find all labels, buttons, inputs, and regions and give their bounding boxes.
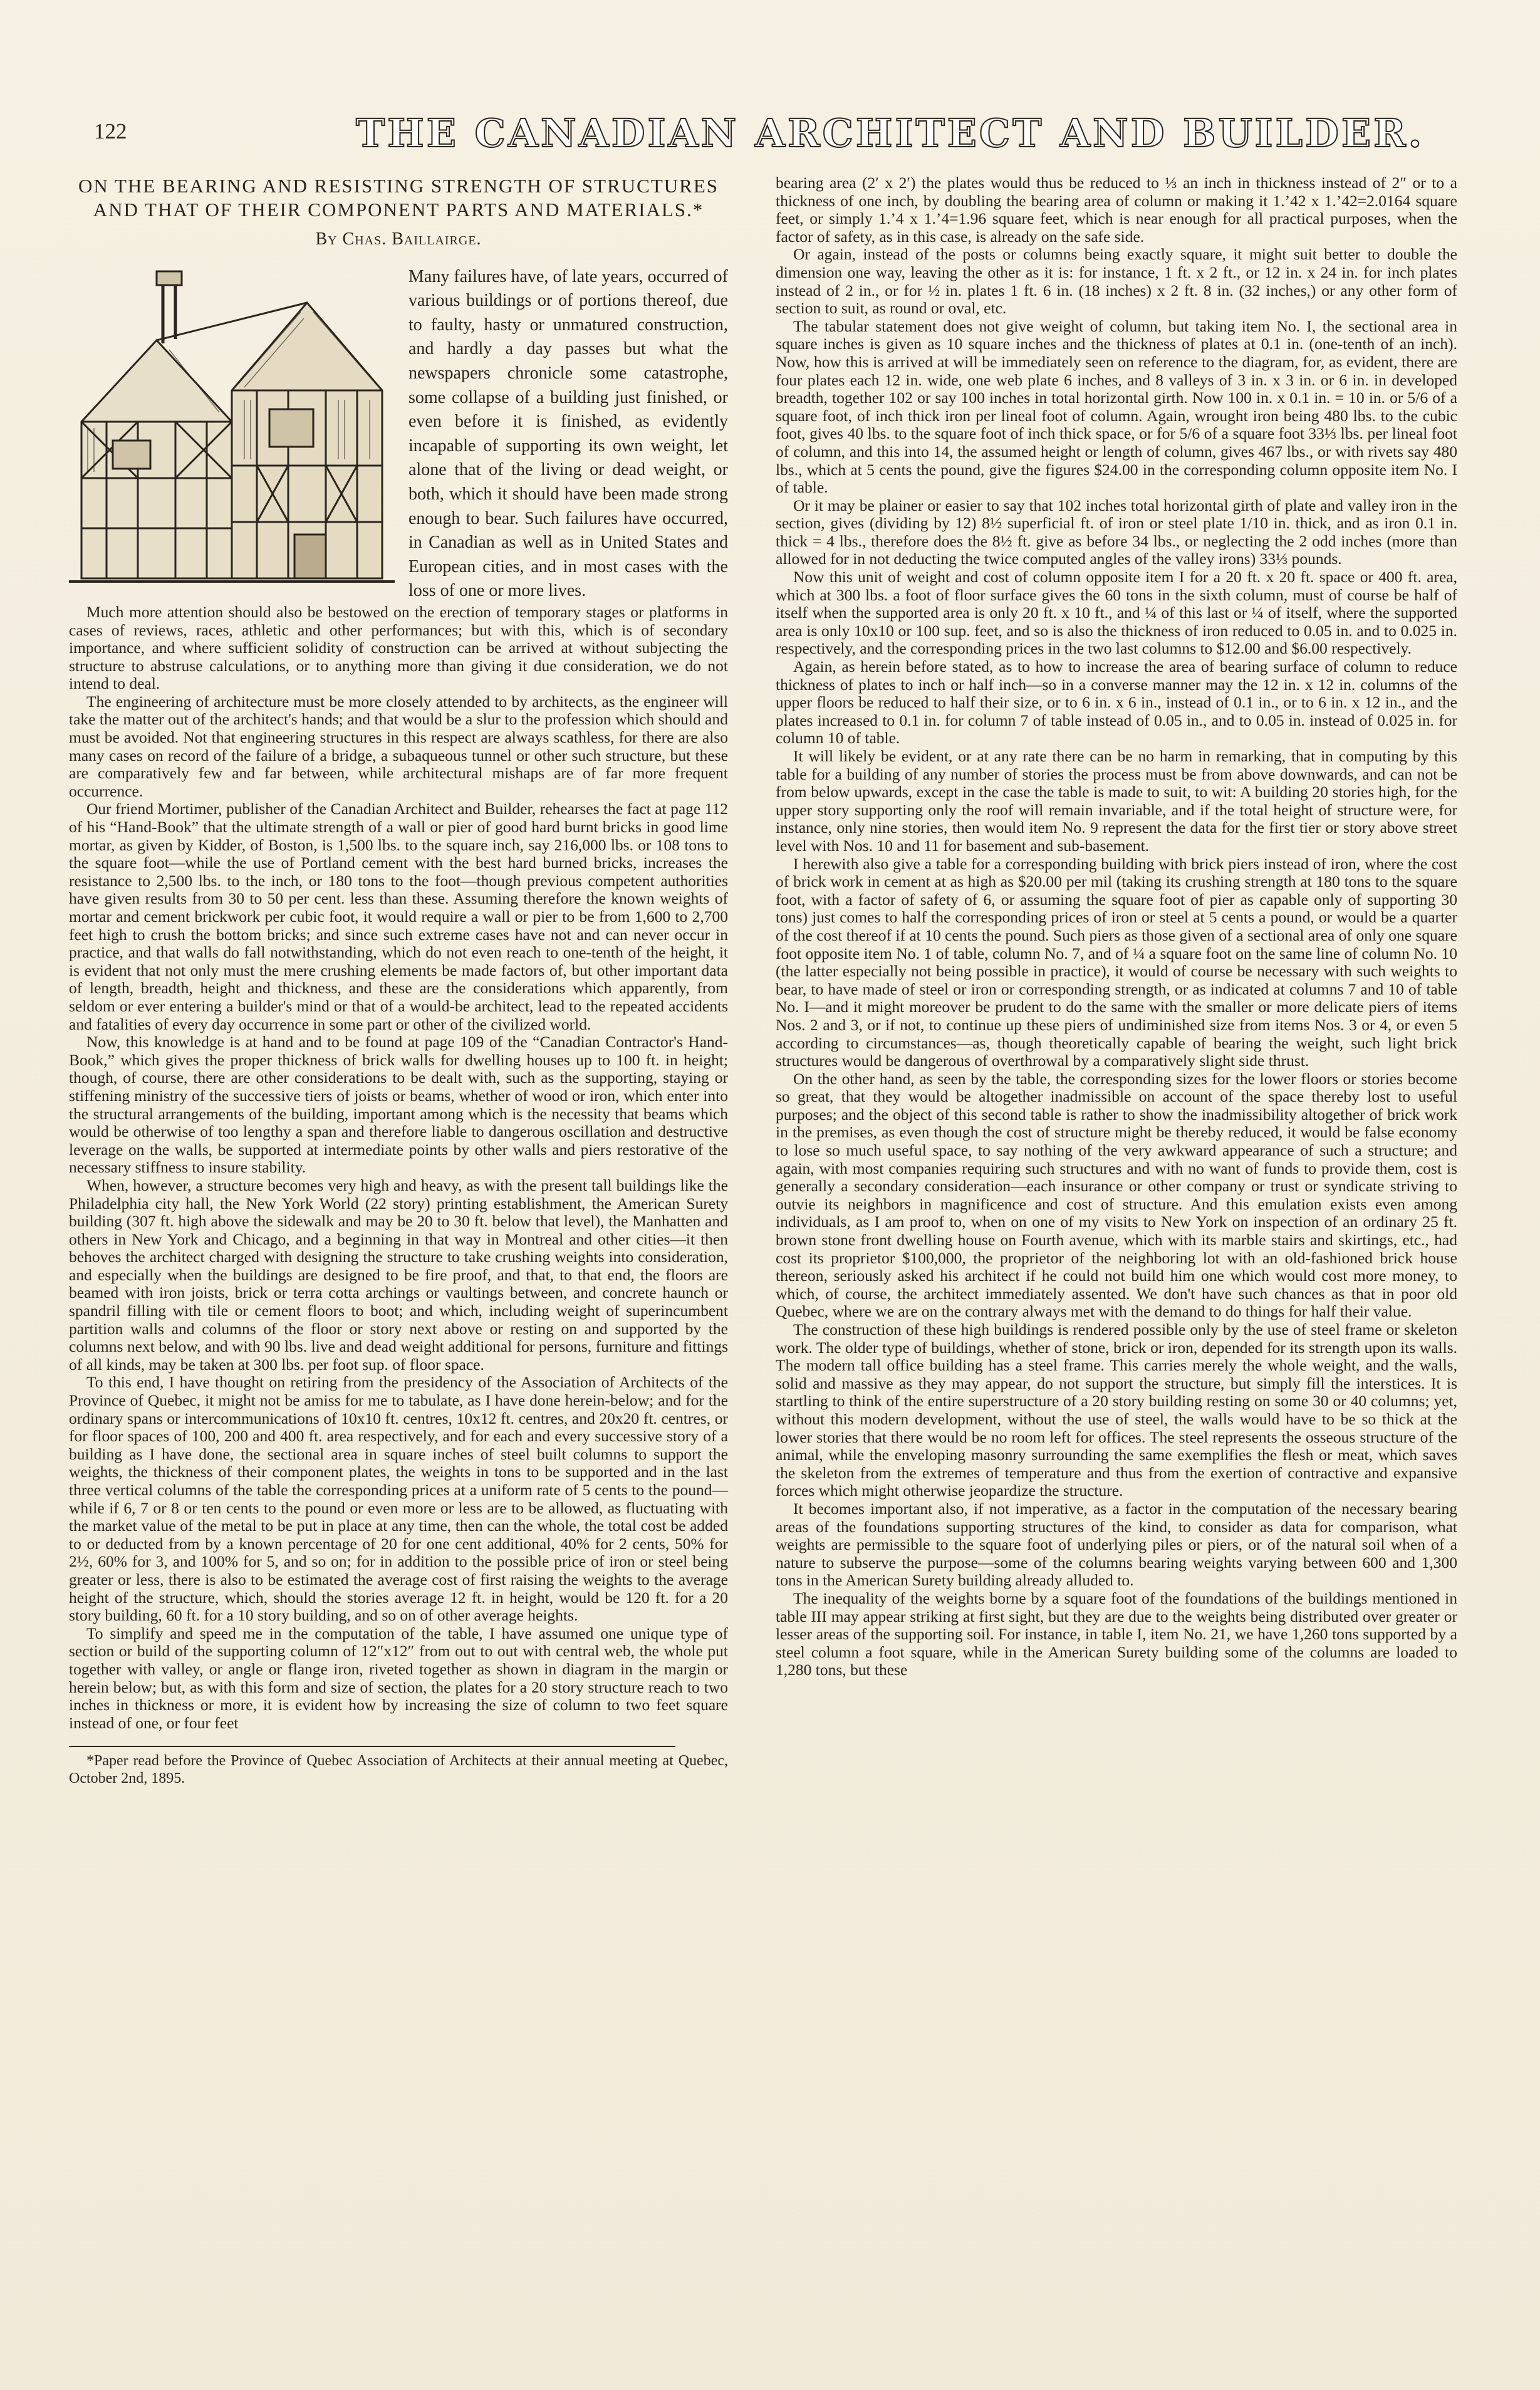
article-paragraph: When, however, a structure becomes very high and heavy, as with the present tall buildings like the Philadelphia city hall, the New York World (22 story) printing establishment, the American Surety building (307 ft. high above the sidewalk and may be 20 to 30 ft. below that level), the Manhatten and others in New York and Chicago, and a beginning in that way in Montreal and other cities—it then behoves the architect charged with designing the structure to take crushing weights into consideration, and especially when the buildings are designed to be fire proof, and that, to that end, the floors are beamed with iron joists, brick or terra cotta archings or vaultings between, and concrete haunch or spandril filling with tile or cement floors to boot; and which, including weight of superincumbent partition walls and columns of the floor or story next above or resting on and supported by the columns next below, and with 90 lbs. live and dead weight additional for persons, furniture and fittings of all kinds, may be taken at 300 lbs. per foot sup. of floor space. (69, 1176, 728, 1374)
article-paragraph: To simplify and speed me in the computation of the table, I have assumed one unique type of section or build of the supporting column of 12″x12″ from out to out with central web, the whole put together with valley, or angle or flange iron, riveted together as shown in diagram in the margin or herein below; but, as with this form and size of section, the plates for a 20 story structure reach to two inches in thickness or more, it is evident how by increasing the size of column to two feet square instead of one, or four feet (69, 1624, 728, 1732)
page-header (94, 110, 1472, 160)
article-paragraph: The construction of these high buildings is rendered possible only by the use of steel frame or skeleton work. The older type of buildings, whether of stone, brick or iron, depended for its strength upon its walls. The modern tall office building has a steel frame. This carries merely the whole weight, and the walls, solid and massive as they may appear, do not support the structure, but simply fill the interstices. It is startling to think of the entire superstructure of a 20 story building resting on some 30 or 40 columns; yet, without this modern development, without the use of steel, the walls would have to be so thick at the lower stories that there would be no room left for offices. The steel represents the osseous structure of the animal, while the enveloping masonry surrounding the same exemplifies the flesh or meat, which saves the skeleton from the extremes of temperature and thus from the exertion of contractive and expansive forces which might otherwise jeopardize the structure. (776, 1320, 1457, 1500)
page-number: 122 (94, 119, 127, 144)
article-paragraph: Or it may be plainer or easier to say that 102 inches total horizontal girth of plate and valley iron in the section, gives (dividing by 12) 8½ superficial ft. of iron or steel plate 1/10 in. thick, and as iron 0.1 in. thick = 4 lbs., therefore does the 8½ ft. give as before 34 lbs., or neglecting the 2 odd inches (more than allowed for in not deducting the twice computed angles of the valley irons) 33⅓ pounds. (776, 496, 1457, 568)
article-paragraph: The engineering of architecture must be more closely attended to by architects, as the engineer will take the matter out of the architect's hands; and that would be a slur to the profession which should and must be avoided. Not that engineering structures in this respect are always scathless, for there are also many cases on record of the failure of a bridge, a subaqueous tunnel or other such structure, but these are comparatively few and far between, while architectural mishaps are of far more frequent occurrence. (69, 692, 728, 800)
article-paragraph: Many failures have, of late years, occurred of various buildings or of portions thereof, due to faulty, hasty or unmatured construction, and hardly a day passes but what the newspapers chronicle some catastrophe, some collapse of a building just finished, or even before it is finished, as evidently incapable of supporting its own weight, let alone that of the living or dead weight, or both, which it should have been made strong enough to bear. Such failures have occurred, in Canadian as well as in United States and European cities, and in most cases with the loss of one or more lives. (408, 266, 728, 601)
article-paragraph: The tabular statement does not give weight of column, but taking item No. I, the sectional area in square inches is given as 10 square inches and the thickness of plates at 0.1 in. (one-tenth of an inch). Now, how this is arrived at will be immediately seen on reference to the diagram, for, as evident, there are four plates each 12 in. wide, one web plate 6 inches, and 8 valleys of 3 in. x 3 in. or 6 in. in developed breadth, together 102 or say 100 inches in total horizontal girth. Now 100 in. x 0.1 in. = 10 in. or 5/6 of a square foot, of inch thick iron per lineal foot of column. Again, wrought iron being 480 lbs. to the cubic foot, gives 40 lbs. to the square foot of inch thick space, or for 5/6 of a square foot 33⅓ lbs. per lineal foot of column, and this into 14, the assumed height or length of column, gives 467 lbs., or with rivets say 480 lbs., which at 5 cents the pound, give the figures $24.00 in the corresponding column opposite item No. I of table. (776, 316, 1457, 497)
article-paragraph: Now, this knowledge is at hand and to be found at page 109 of the “Canadian Contractor's Hand-Book,” which gives the proper thickness of brick walls for dwelling houses up to 100 ft. in height; though, of course, there are other considerations to be dealt with, such as the supporting, staying or stiffening ministry of the successive tiers of joists or beams, whether of wood or iron, which enter into the structural arrangements of the building, important among which is the necessity that beams which would be otherwise of too lengthy a span and therefore liable to dangerous oscillation and destructive leverage on the walls, be supported at intermediate points by other walls and piers restorative of the necessary stiffness to insure stability. (69, 1033, 728, 1177)
article-byline: By Chas. Baillairge. (315, 229, 482, 249)
article-paragraph: Or again, instead of the posts or columns being exactly square, it might suit better to double the dimension one way, leaving the other as it is: for instance, 1 ft. x 2 ft., or 12 in. x 24 in. for inch plates instead of 2 in., or for ½ in. plates 1 ft. 6 in. (18 inches) x 2 ft. 8 in. (32 inches,) or any other form of section to suit, as round or oval, etc. (776, 245, 1457, 318)
article-paragraph: To this end, I have thought on retiring from the presidency of the Association of Architects of the Province of Quebec, it might not be amiss for me to tabulate, as I have done herein-below; and for the ordinary spans or intercommunications of 10x10 ft. centres, 10x12 ft. centres, and 20x20 ft. centres, or for floor spaces of 100, 200 and 400 ft. area respectively, and for each and every successive story of a building as I have done, the sectional area in square inches of steel built columns to support the weights, the thickness of their component plates, the weights in tons to be supported and in the last three vertical columns of the table the corresponding prices at a uniform rate of 5 cents to the pound—while if 6, 7 or 8 or ten cents to the pound or even more or less are to be allowed, as fluctuating with the market value of the metal to be put in place at any time, then can the whole, the total cost be added to or deducted from by a known percentage of 20 for one cent additional, 40% for 2 cents, 50% for 2½, 60% for 3, and 100% for 5, and so on; for in addition to the possible price of iron or steel being greater or less, there is also to be estimated the average cost of first raising the weights to the average height of the structure, which, should the stories average 12 ft. in height, would be 120 ft. for a 20 story building, 60 ft. for a 10 story building, and so on of other average heights. (69, 1373, 728, 1625)
article-paragraph: Again, as herein before stated, as to how to increase the area of bearing surface of column to reduce thickness of plates to inch or half inch—so in a converse manner may the 12 in. x 12 in. columns of the upper floors be reduced to half their size, or to 6 in. x 6 in., instead of 0.1 in., or to 6 in. x 12 in., and the plates increased to 0.1 in. for column 7 of table instead of 0.05 in., and to 0.05 in. instead of 0.025 in. for column 10 of table. (776, 657, 1457, 748)
footnote-divider (69, 1746, 675, 1747)
article-paragraph: It will likely be evident, or at any rate there can be no harm in remarking, that in computing by this table for a building of any number of stories the process must be from above downwards, and can not be from below upwards, except in the case the table is made to suit, to wit: A building 20 stories high, for the upper story supporting only the roof will remain invariable, and if the total height of structure were, for instance, only nine stories, then would item No. 9 represent the data for the first tier or story above street level with Nos. 10 and 11 for basement and sub-basement. (776, 747, 1457, 855)
article-paragraph: Much more attention should also be bestowed on the erection of temporary stages or platforms in cases of reviews, races, athletic and other performances; but with this, which is of secondary importance, and where sufficient solidity of construction can be arrived at without subjecting the structure to abstruse calculations, or to anything more than giving it due consideration, we do not intend to deal. (69, 602, 728, 693)
footnote: *Paper read before the Province of Quebec Association of Architects at their annual meeting at Quebec, October 2nd, 1895. (69, 1753, 728, 1787)
article-paragraph: The inequality of the weights borne by a square foot of the foundations of the buildings mentioned in table III may appear striking at first sight, but they are due to the weights being distributed over greater or lesser areas of the supporting soil. For instance, in table I, item No. 21, we have 1,260 tons supported by a steel column a foot square, while in the American Surety building some of the columns are loaded to 1,280 tons, but these (776, 1589, 1457, 1679)
article-paragraph: It becomes important also, if not imperative, as a factor in the computation of the necessary bearing areas of the foundations supporting structures of the kind, to consider as data for comparison, what weights are permissible to the square foot of underlying piles or piers, or of the natural soil when of a nature to subserve the purpose—some of the columns bearing weights varying between 600 and 1,300 tons in the American Surety building already alluded to. (776, 1499, 1457, 1590)
article-paragraph: Our friend Mortimer, publisher of the Canadian Architect and Builder, rehearses the fact at page 112 of his “Hand-Book” that the ultimate strength of a wall or pier of good hard burnt bricks in good lime mortar, as given by Kidder, of Boston, is 1,500 lbs. to the square inch, say 216,000 lbs. or 108 tons to the square foot—while the use of Portland cement with the best hard burned bricks, increases the resistance to 2,500 lbs. to the inch, or 180 tons to the foot—though previous competent authorities have given results from 30 to 50 per cent. less than these. Assuming therefore the known weights of mortar and cement brickwork per cubic foot, it would require a wall or pier to be from 1,600 to 2,700 feet high to crush the bottom bricks; and since such extreme cases have not and can never occur in practice, and that walls do fall notwithstanding, which do not even reach to one-tenth of the height, it is evident that not only must the mere crushing elements be made factors of, but other important data of length, breadth, height and thickness, and these are the considerations which apparently, from seldom or ever entering a builder's mind or that of a would-be architect, lead to the repeated accidents and fatalities of every day occurrence in some part or other of the civilized world. (69, 800, 728, 1033)
right-column (776, 174, 1457, 2380)
article-paragraph: bearing area (2′ x 2′) the plates would thus be reduced to ⅓ an inch in thickness instead of 2″ or to a thickness of one inch, by doubling the bearing area of column or making it 1.’42 x 1.’42=2.0164 square feet, or simply 1.’4 x 1.’4=1.96 square feet, which is near enough for all practical purposes, when the factor of safety, as in this case, is already on the safe side. (776, 174, 1457, 246)
article-title: ON THE BEARING AND RESISTING STRENGTH OF STRUCTURES AND THAT OF THEIR COMPONENT PARTS AND MATERIALS.* (78, 175, 719, 221)
left-column (69, 174, 728, 2367)
article-paragraph: I herewith also give a table for a corresponding building with brick piers instead of iron, where the cost of brick work in cement at as high as $20.00 per mil (taking its crushing strength at 180 tons to the square foot, with a factor of safety of 6, or assuming the square foot of pier as capable only of supporting 30 tons) just comes to half the corresponding prices of iron or steel at 5 cents a pound, or would be a quarter of the cost thereof if at 10 cents the pound. Such piers as those given of a sectional area of only one square foot opposite item No. 1 of table, column No. 7, and of ¼ a square foot on the same line of column No. 10 (the latter especially not being possible in practice), it would of course be necessary with such weights to bear, to have made of steel or iron or corresponding strength, or as indicated at columns 7 and 10 of table No. I—and it might moreover be prudent to do the same with the smaller or more delicate piers of items Nos. 2 and 3, or if not, to continue up these piers of undiminished size from items Nos. 3 or 4, or even 5 according to circumstances—as, though theoretically capable of bearing the weight, such light brick structures would be dangerous of overthrowal by a comparatively slight side thrust. (776, 854, 1457, 1070)
article-paragraph: On the other hand, as seen by the table, the corresponding sizes for the lower floors or stories become so great, that they would be altogether inadmissible on account of the space thereby lost to useful purposes; and the object of this second table is rather to show the inadmissibility altogether of brick work in the premises, as even though the cost of structure might be thereby reduced, it would be false economy to lose so much useful space, to say nothing of the very awkward appearance of such a structure; and again, with most companies requiring such structures and with no want of funds to provide them, cost is generally a secondary consideration—each insurance or other company or trust or syndicate striving to outvie its neighbors in magnificence and cost of structure. And this emulation exists even among individuals, as I am proof to, when on one of my visits to New York on inspection of an ordinary 25 ft. brown stone front dwelling house on Fourth avenue, which with its marble stairs and skirtings, etc., had cost its proprietor $100,000, the proprietor of the neighboring lot with an old-fashioned brick house thereon, seriously asked his architect if he could not build him one which would cost more money, to which, of course, the architect immediately assented. We don't have such chances as that in poor old Quebec, where we are on the contrary always met with the demand to do things for half their value. (776, 1069, 1457, 1321)
article-paragraph: Now this unit of weight and cost of column opposite item I for a 20 ft. x 20 ft. space or 400 ft. area, which at 300 lbs. a foot of floor surface gives the 60 tons in the sixth column, must of course be half of itself when the supported area is only 20 ft. x 10 ft., and ¼ of this last or ¼ of itself, where the supported area is only 10x10 or 100 sup. feet, and so is also the thickness of iron reduced to 0.05 in. and to 0.025 in. respectively, and the corresponding prices in the two last columns to $12.00 and $6.00 respectively. (776, 568, 1457, 658)
journal-title: THE CANADIAN ARCHITECT AND BUILDER. (356, 110, 1425, 156)
half-timbered-house-engraving-icon (69, 265, 395, 591)
lead-block (69, 265, 728, 603)
